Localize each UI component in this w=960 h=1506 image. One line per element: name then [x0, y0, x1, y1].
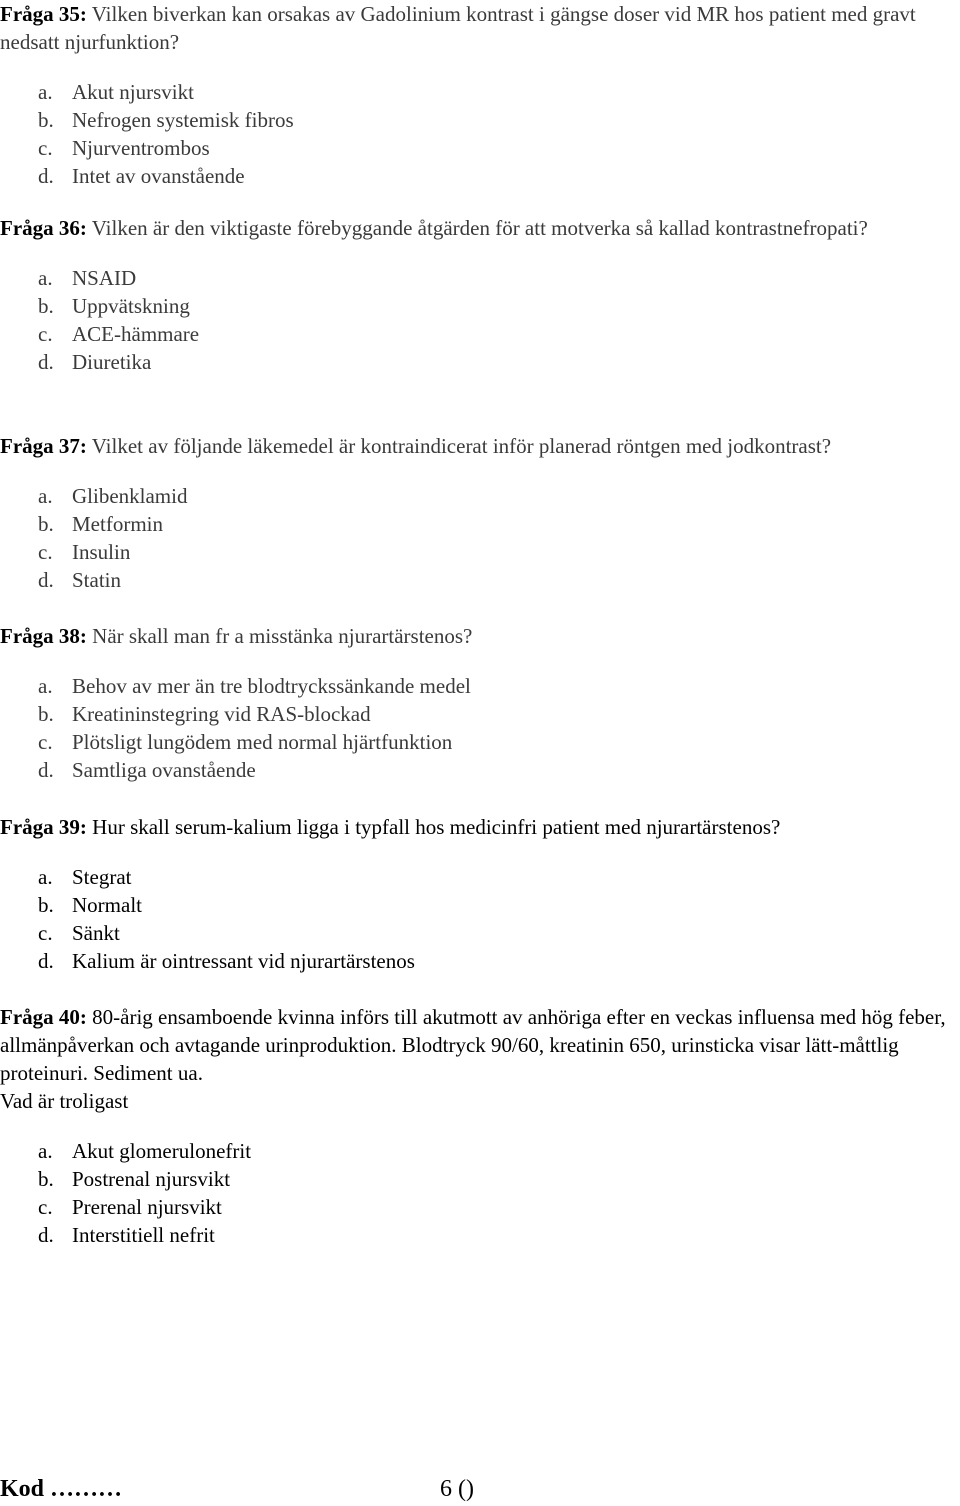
- question-text: [0, 0, 950, 56]
- option-text: Samtliga ovanstående: [72, 758, 256, 782]
- option-text: Glibenklamid: [72, 484, 188, 508]
- option-text: Diuretika: [72, 350, 152, 374]
- option-letter: d.: [38, 568, 54, 592]
- answer-option: [0, 919, 950, 947]
- question-text: [0, 813, 950, 841]
- option-text: Intet av ovanstående: [72, 164, 245, 188]
- answer-option: [0, 566, 950, 594]
- question-label: Fråga 36:: [0, 216, 87, 240]
- option-text: Kalium är ointressant vid njurartärstenos: [72, 949, 415, 973]
- question-37: [0, 432, 950, 594]
- answer-option: [0, 320, 950, 348]
- option-letter: d.: [38, 758, 54, 782]
- answer-option: [0, 1193, 950, 1221]
- option-text: Akut njursvikt: [72, 80, 194, 104]
- option-letter: c.: [38, 322, 53, 346]
- option-letter: a.: [38, 484, 53, 508]
- option-letter: d.: [38, 949, 54, 973]
- option-letter: a.: [38, 865, 53, 889]
- question-label: Fråga 35:: [0, 2, 87, 26]
- question-body: Vilken är den viktigaste förebyggande åtgärden för att motverka så kallad kontrastnefropati?: [91, 216, 868, 240]
- question-39: [0, 813, 950, 975]
- option-text: Nefrogen systemisk fibros: [72, 108, 294, 132]
- option-text: Statin: [72, 568, 122, 592]
- answer-option: [0, 891, 950, 919]
- question-body: 80-årig ensamboende kvinna införs till akutmott av anhöriga efter en veckas influensa med hög feber, allmänpåverkan och avtagande urinproduktion. Blodtryck 90/60, kreatinin 650, urinsticka visar lätt-måttlig proteinuri. Sediment ua.: [0, 1005, 946, 1085]
- option-text: NSAID: [72, 266, 137, 290]
- option-letter: d.: [38, 1223, 54, 1247]
- question-body: Vilken biverkan kan orsakas av Gadolinium kontrast i gängse doser vid MR hos patient med gravt nedsatt njurfunktion?: [0, 2, 916, 54]
- answer-options: [0, 264, 950, 376]
- option-letter: b.: [38, 702, 54, 726]
- answer-option: [0, 106, 950, 134]
- option-text: Stegrat: [72, 865, 132, 889]
- answer-option: [0, 1165, 950, 1193]
- option-text: Metformin: [72, 512, 163, 536]
- answer-option: [0, 482, 950, 510]
- option-letter: a.: [38, 80, 53, 104]
- option-text: Behov av mer än tre blodtryckssänkande medel: [72, 674, 471, 698]
- question-text: [0, 622, 950, 650]
- question-40: [0, 1003, 950, 1249]
- option-text: Plötsligt lungödem med normal hjärtfunktion: [72, 730, 453, 754]
- option-letter: b.: [38, 512, 54, 536]
- answer-option: [0, 756, 950, 784]
- question-subtext: Vad är troligast: [0, 1089, 129, 1113]
- question-body: Hur skall serum-kalium ligga i typfall hos medicinfri patient med njurartärstenos?: [92, 815, 781, 839]
- answer-options: [0, 672, 950, 784]
- question-text: [0, 214, 950, 242]
- option-letter: a.: [38, 1139, 53, 1163]
- option-text: Postrenal njursvikt: [72, 1167, 231, 1191]
- answer-option: [0, 78, 950, 106]
- answer-option: [0, 348, 950, 376]
- option-text: Interstitiell nefrit: [72, 1223, 215, 1247]
- question-35: [0, 0, 950, 190]
- option-text: Insulin: [72, 540, 131, 564]
- answer-option: [0, 1221, 950, 1249]
- question-label: Fråga 39:: [0, 815, 87, 839]
- question-text: [0, 1003, 950, 1087]
- answer-option: [0, 292, 950, 320]
- question-text: [0, 432, 950, 460]
- answer-options: [0, 482, 950, 594]
- option-text: ACE-hämmare: [72, 322, 200, 346]
- page-footer: [0, 1474, 960, 1504]
- answer-option: [0, 700, 950, 728]
- question-label: Fråga 38:: [0, 624, 87, 648]
- option-letter: a.: [38, 266, 53, 290]
- answer-option: [0, 134, 950, 162]
- answer-option: [0, 947, 950, 975]
- option-text: Uppvätskning: [72, 294, 190, 318]
- answer-option: [0, 863, 950, 891]
- answer-option: [0, 264, 950, 292]
- option-letter: c.: [38, 136, 53, 160]
- question-label: Fråga 37:: [0, 434, 87, 458]
- option-letter: d.: [38, 350, 54, 374]
- answer-option: [0, 672, 950, 700]
- answer-options: [0, 78, 950, 190]
- page-number: 6 (): [440, 1476, 474, 1502]
- option-text: Sänkt: [72, 921, 120, 945]
- option-letter: c.: [38, 730, 53, 754]
- option-letter: d.: [38, 164, 54, 188]
- option-letter: b.: [38, 108, 54, 132]
- answer-option: [0, 538, 950, 566]
- answer-option: [0, 728, 950, 756]
- option-text: Kreatininstegring vid RAS-blockad: [72, 702, 371, 726]
- option-letter: c.: [38, 921, 53, 945]
- option-letter: b.: [38, 893, 54, 917]
- question-36: [0, 214, 950, 376]
- option-text: Akut glomerulonefrit: [72, 1139, 252, 1163]
- question-label: Fråga 40:: [0, 1005, 87, 1029]
- answer-option: [0, 510, 950, 538]
- answer-options: [0, 863, 950, 975]
- answer-options: [0, 1137, 950, 1249]
- question-38: [0, 622, 950, 784]
- answer-option: [0, 162, 950, 190]
- option-letter: b.: [38, 294, 54, 318]
- option-letter: b.: [38, 1167, 54, 1191]
- option-text: Normalt: [72, 893, 142, 917]
- answer-option: [0, 1137, 950, 1165]
- question-body: Vilket av följande läkemedel är kontraindicerat inför planerad röntgen med jodkontrast?: [91, 434, 832, 458]
- code-label: Kod ………: [0, 1476, 123, 1502]
- option-letter: a.: [38, 674, 53, 698]
- option-letter: c.: [38, 540, 53, 564]
- option-letter: c.: [38, 1195, 53, 1219]
- option-text: Njurventrombos: [72, 136, 210, 160]
- question-body: När skall man fr a misstänka njurartärstenos?: [92, 624, 473, 648]
- option-text: Prerenal njursvikt: [72, 1195, 222, 1219]
